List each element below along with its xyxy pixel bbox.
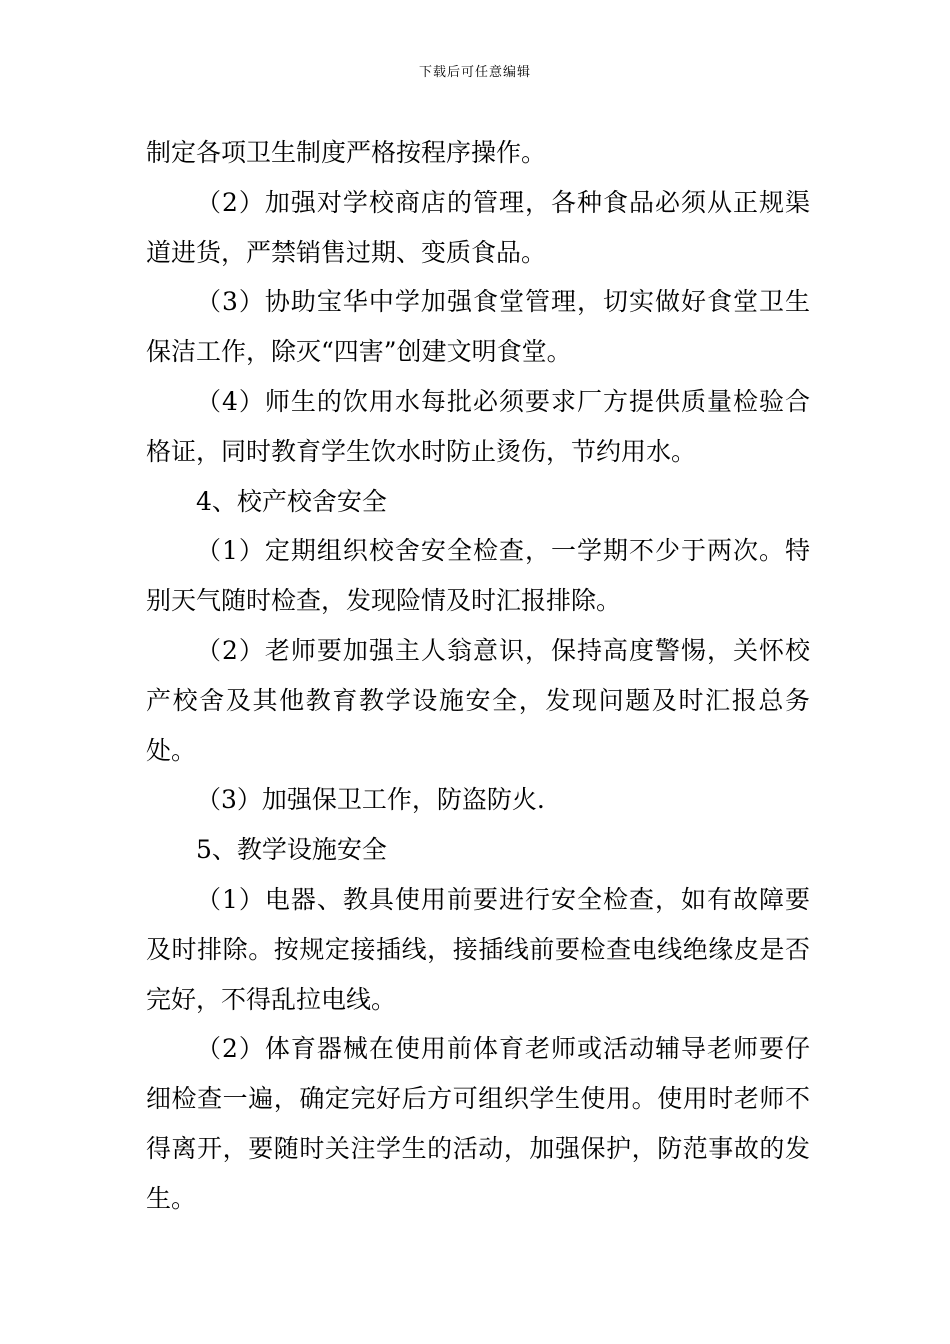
paragraph-drinking-water: （4）师生的饮用水每批必须要求厂方提供质量检验合格证，同时教育学生饮水时防止烫伤，节约用水。 bbox=[146, 386, 810, 466]
section-heading-teaching-facilities: 5、教学设施安全 bbox=[196, 835, 387, 865]
paragraph-building-inspection: （1）定期组织校舍安全检查，一学期不少于两次。特别天气随时检查，发现险情及时汇报排除。 bbox=[146, 536, 810, 616]
paragraph-electrical-safety: （1）电器、教具使用前要进行安全检查，如有故障要及时排除。按规定接插线，接插线前要检查电线绝缘皮是否完好，不得乱拉电线。 bbox=[146, 884, 810, 1014]
paragraph-security-work: （3）加强保卫工作，防盗防火. bbox=[196, 785, 545, 815]
paragraph-continuation: 制定各项卫生制度严格按程序操作。 bbox=[146, 138, 547, 167]
paragraph-sports-equipment: （2）体育器械在使用前体育老师或活动辅导老师要仔细检查一遍，确定完好后方可组织学生使用。使用时老师不得离开，要随时关注学生的活动，加强保护，防范事故的发生。 bbox=[146, 1034, 810, 1213]
paragraph-canteen-management: （3）协助宝华中学加强食堂管理，切实做好食堂卫生保洁工作，除灭“四害”创建文明食堂。 bbox=[146, 287, 810, 367]
paragraph-shop-management: （2）加强对学校商店的管理，各种食品必须从正规渠道进货，严禁销售过期、变质食品。 bbox=[146, 187, 810, 267]
page-header: 下载后可任意编辑 bbox=[418, 65, 531, 80]
paragraph-teacher-awareness: （2）老师要加强主人翁意识，保持高度警惕，关怀校产校舍及其他教育教学设施安全，发现问题及时汇报总务处。 bbox=[146, 635, 810, 765]
document-body bbox=[146, 128, 810, 1224]
section-heading-school-property: 4、校产校舍安全 bbox=[196, 486, 387, 516]
